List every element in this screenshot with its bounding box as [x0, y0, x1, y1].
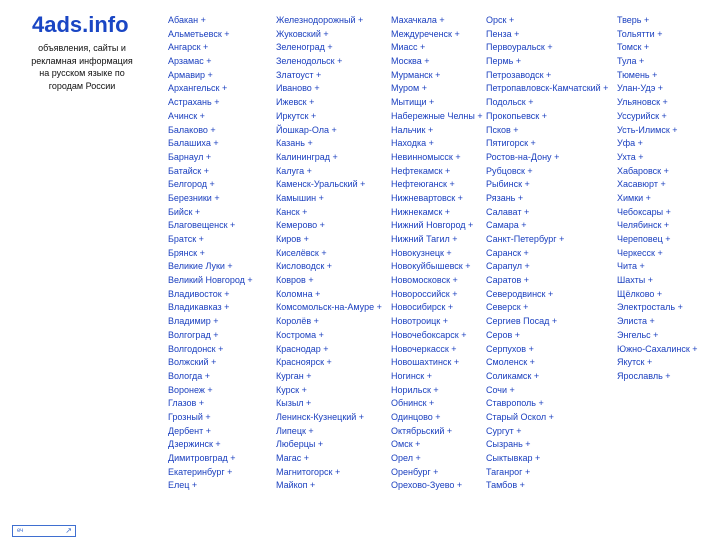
city-link[interactable]: Камышин +: [276, 192, 324, 203]
city-link[interactable]: Кисловодск +: [276, 261, 333, 272]
city-link[interactable]: Нефтекамск +: [391, 165, 451, 176]
city-link[interactable]: Абакан +: [168, 15, 206, 25]
city-link[interactable]: Сызрань +: [486, 439, 531, 450]
city-link[interactable]: Москва +: [391, 56, 430, 67]
city-link[interactable]: Черкесск +: [617, 247, 663, 258]
city-link[interactable]: Вологда +: [168, 370, 211, 381]
city-link[interactable]: Череповец +: [617, 234, 671, 244]
city-link[interactable]: Магнитогорск +: [276, 466, 341, 477]
city-link[interactable]: Тамбов +: [486, 480, 525, 491]
city-link[interactable]: Волгодонск +: [168, 343, 224, 354]
city-link[interactable]: Сарапул +: [486, 261, 530, 272]
city-link[interactable]: Зеленоград +: [276, 42, 333, 53]
city-link[interactable]: Ставрополь +: [486, 398, 544, 409]
city-link[interactable]: Липецк +: [276, 425, 314, 436]
city-link[interactable]: Соликамск +: [486, 370, 540, 381]
city-link[interactable]: Челябинск +: [617, 220, 670, 231]
city-link[interactable]: Щёлково +: [617, 288, 663, 299]
city-link[interactable]: Таганрог +: [486, 466, 531, 477]
city-link[interactable]: Саранск +: [486, 247, 529, 258]
city-link[interactable]: Великие Луки +: [168, 261, 233, 272]
city-link[interactable]: Балашиха +: [168, 138, 219, 149]
city-link[interactable]: Курган +: [276, 370, 312, 381]
city-link[interactable]: Махачкала +: [391, 15, 445, 25]
city-link[interactable]: Норильск +: [391, 384, 439, 395]
city-link[interactable]: Дербент +: [168, 425, 212, 436]
city-link[interactable]: Серов +: [486, 329, 521, 340]
city-link[interactable]: Бийск +: [168, 206, 201, 217]
city-link[interactable]: Екатеринбург +: [168, 466, 233, 477]
city-link[interactable]: Ростов-на-Дону +: [486, 151, 560, 162]
city-link[interactable]: Елец +: [168, 480, 198, 491]
city-link[interactable]: Псков +: [486, 124, 519, 135]
city-link[interactable]: Альметьевск +: [168, 28, 230, 39]
city-link[interactable]: Смоленск +: [486, 357, 535, 368]
city-link[interactable]: Новосибирск +: [391, 302, 454, 313]
city-link[interactable]: Подольск +: [486, 97, 534, 108]
city-link[interactable]: Зеленодольск +: [276, 56, 343, 67]
city-link[interactable]: Первоуральск +: [486, 42, 553, 53]
city-link[interactable]: Самара +: [486, 220, 527, 231]
city-link[interactable]: Каменск-Уральский +: [276, 179, 366, 190]
city-link[interactable]: Сергиев Посад +: [486, 316, 558, 327]
city-link[interactable]: Рубцовск +: [486, 165, 533, 176]
city-link[interactable]: Коломна +: [276, 288, 321, 299]
city-link[interactable]: Хабаровск +: [617, 165, 669, 176]
city-link[interactable]: Белгород +: [168, 179, 215, 190]
city-link[interactable]: Ухта +: [617, 151, 644, 162]
city-link[interactable]: Железнодорожный +: [276, 15, 364, 25]
city-link[interactable]: Майкоп +: [276, 480, 316, 491]
city-link[interactable]: Петропавловск-Камчатский +: [486, 83, 609, 94]
city-link[interactable]: Мурманск +: [391, 69, 441, 80]
city-link[interactable]: Кызыл +: [276, 398, 312, 409]
city-column: [168, 14, 253, 493]
city-link[interactable]: Киселёвск +: [276, 247, 327, 258]
city-link[interactable]: Новотроицк +: [391, 316, 449, 327]
city-link[interactable]: Ангарск +: [168, 42, 209, 53]
city-link[interactable]: Прокопьевск +: [486, 110, 547, 121]
city-link[interactable]: Пермь +: [486, 56, 522, 67]
city-link[interactable]: Набережные Челны +: [391, 110, 483, 121]
city-link[interactable]: Новочеркасск +: [391, 343, 457, 354]
city-link[interactable]: Златоуст +: [276, 69, 322, 80]
city-link[interactable]: Краснодар +: [276, 343, 329, 354]
city-link[interactable]: Тюмень +: [617, 69, 658, 80]
arrow-up-right-icon: ↗: [65, 526, 72, 535]
city-link[interactable]: Новокузнецк +: [391, 247, 452, 258]
city-link[interactable]: Миасс +: [391, 42, 426, 53]
city-link[interactable]: Химки +: [617, 192, 651, 203]
city-link[interactable]: Комсомольск-на-Амуре +: [276, 302, 382, 313]
city-link[interactable]: Ульяновск +: [617, 97, 668, 108]
city-link[interactable]: Саратов +: [486, 275, 529, 286]
visit-counter[interactable]: [12, 525, 76, 537]
city-link[interactable]: Южно-Сахалинск +: [617, 343, 698, 354]
city-link[interactable]: Ярославль +: [617, 370, 671, 381]
city-link[interactable]: Хасавюрт +: [617, 179, 666, 190]
city-link[interactable]: Жуковский +: [276, 28, 329, 39]
city-link[interactable]: Ногинск +: [391, 370, 432, 381]
city-link[interactable]: Сочи +: [486, 384, 515, 395]
city-link[interactable]: Тверь +: [617, 15, 650, 25]
city-link[interactable]: Иваново +: [276, 83, 320, 94]
city-link[interactable]: Старый Оскол +: [486, 411, 554, 422]
city-link[interactable]: Чита +: [617, 261, 645, 272]
city-link[interactable]: Якутск +: [617, 357, 653, 368]
city-link[interactable]: Киров +: [276, 234, 309, 244]
city-link[interactable]: Петрозаводск +: [486, 69, 552, 80]
city-link[interactable]: Уфа +: [617, 138, 643, 149]
city-link[interactable]: Одинцово +: [391, 411, 441, 422]
city-link[interactable]: Северск +: [486, 302, 529, 313]
city-link[interactable]: Брянск +: [168, 247, 205, 258]
city-link[interactable]: Рязань +: [486, 192, 524, 203]
city-link[interactable]: Новочебоксарск +: [391, 329, 467, 340]
city-link[interactable]: Омск +: [391, 439, 421, 450]
city-link[interactable]: Нальчик +: [391, 124, 434, 135]
city-link[interactable]: Северодвинск +: [486, 288, 554, 299]
city-link[interactable]: Ковров +: [276, 275, 314, 286]
city-link[interactable]: Орел +: [391, 453, 421, 463]
city-link[interactable]: Казань +: [276, 138, 313, 149]
city-column: [391, 14, 483, 493]
city-link[interactable]: Владикавказ +: [168, 302, 230, 313]
city-link[interactable]: Арзамас +: [168, 56, 212, 67]
city-link[interactable]: Красноярск +: [276, 357, 332, 368]
city-link[interactable]: Находка +: [391, 138, 434, 149]
city-link[interactable]: Новокуйбышевск +: [391, 261, 471, 272]
city-link[interactable]: Ижевск +: [276, 97, 315, 108]
city-column: [486, 14, 608, 493]
city-link[interactable]: Улан-Удэ +: [617, 83, 664, 94]
city-link[interactable]: Калуга +: [276, 165, 312, 176]
city-link[interactable]: Томск +: [617, 42, 650, 53]
city-link[interactable]: Санкт-Петербург +: [486, 234, 565, 244]
city-link[interactable]: Орск +: [486, 15, 515, 25]
city-link[interactable]: Новошахтинск +: [391, 357, 460, 368]
city-link[interactable]: Невинномысск +: [391, 151, 461, 162]
city-link[interactable]: Йошкар-Ола +: [276, 124, 337, 135]
city-link[interactable]: Курск +: [276, 384, 307, 395]
city-link[interactable]: Дзержинск +: [168, 439, 221, 450]
city-link[interactable]: Нижневартовск +: [391, 192, 463, 203]
city-link[interactable]: Калининград +: [276, 151, 338, 162]
city-link[interactable]: Ачинск +: [168, 110, 205, 121]
city-link[interactable]: Грозный +: [168, 411, 211, 422]
city-column: [276, 14, 382, 493]
city-link[interactable]: Березники +: [168, 192, 220, 203]
city-link[interactable]: Астрахань +: [168, 97, 220, 108]
city-link[interactable]: Мытищи +: [391, 97, 435, 108]
city-link[interactable]: Иркутск +: [276, 110, 317, 121]
city-link[interactable]: Нефтеюганск +: [391, 179, 455, 190]
city-link[interactable]: Элиста +: [617, 316, 655, 327]
city-link[interactable]: Уссурийск +: [617, 110, 667, 121]
city-link[interactable]: Сургут +: [486, 425, 522, 436]
city-link[interactable]: Обнинск +: [391, 398, 435, 409]
city-link[interactable]: Рыбинск +: [486, 179, 530, 190]
city-link[interactable]: Муром +: [391, 83, 427, 94]
city-link[interactable]: Салават +: [486, 206, 530, 217]
city-link[interactable]: Великий Новгород +: [168, 275, 253, 286]
city-link[interactable]: Архангельск +: [168, 83, 228, 94]
city-link[interactable]: Братск +: [168, 234, 204, 244]
city-link[interactable]: Октябрьский +: [391, 425, 453, 436]
city-link[interactable]: Благовещенск +: [168, 220, 236, 231]
city-link[interactable]: Энгельс +: [617, 329, 659, 340]
counter-label: еч: [17, 528, 24, 534]
city-link[interactable]: Магас +: [276, 453, 309, 463]
city-link[interactable]: Новороссийск +: [391, 288, 458, 299]
city-link[interactable]: Канск +: [276, 206, 308, 217]
city-link[interactable]: Ленинск-Кузнецкий +: [276, 411, 365, 422]
city-link[interactable]: Балаково +: [168, 124, 216, 135]
city-link[interactable]: Тула +: [617, 56, 645, 67]
city-link[interactable]: Шахты +: [617, 275, 653, 286]
city-link[interactable]: Усть-Илимск +: [617, 124, 678, 135]
city-link[interactable]: Чебоксары +: [617, 206, 671, 217]
city-column: [617, 14, 698, 384]
city-link[interactable]: Глазов +: [168, 398, 205, 409]
city-link[interactable]: Люберцы +: [276, 439, 324, 450]
city-link[interactable]: Нижнекамск +: [391, 206, 451, 217]
city-link[interactable]: Пятигорск +: [486, 138, 536, 149]
city-link[interactable]: Воронеж +: [168, 384, 213, 395]
city-link[interactable]: Кострома +: [276, 329, 324, 340]
city-link[interactable]: Барнаул +: [168, 151, 212, 162]
city-link[interactable]: Димитровград +: [168, 453, 236, 463]
city-link[interactable]: Владимир +: [168, 316, 219, 327]
city-link[interactable]: Орехово-Зуево +: [391, 480, 463, 491]
city-link[interactable]: Нижний Новгород +: [391, 220, 474, 231]
city-link[interactable]: Королёв +: [276, 316, 319, 327]
city-link[interactable]: Армавир +: [168, 69, 213, 80]
city-link[interactable]: Междуреченск +: [391, 28, 460, 39]
city-link[interactable]: Кемерово +: [276, 220, 325, 231]
city-link[interactable]: Волжский +: [168, 357, 217, 368]
city-link[interactable]: Новомосковск +: [391, 275, 458, 286]
city-link[interactable]: Волгоград +: [168, 329, 219, 340]
city-link[interactable]: Серпухов +: [486, 343, 534, 354]
city-link[interactable]: Нижний Тагил +: [391, 234, 458, 244]
city-link[interactable]: Электросталь +: [617, 302, 683, 313]
site-tagline: объявления, сайты и рекламная информация на русском языке по городам России: [31, 43, 133, 91]
city-link[interactable]: Сыктывкар +: [486, 453, 541, 463]
site-logo[interactable]: 4ads.info: [32, 12, 129, 37]
city-link[interactable]: Тольятти +: [617, 28, 663, 39]
city-link[interactable]: Оренбург +: [391, 466, 439, 477]
city-link[interactable]: Батайск +: [168, 165, 209, 176]
city-link[interactable]: Владивосток +: [168, 288, 230, 299]
city-link[interactable]: Пенза +: [486, 28, 520, 39]
